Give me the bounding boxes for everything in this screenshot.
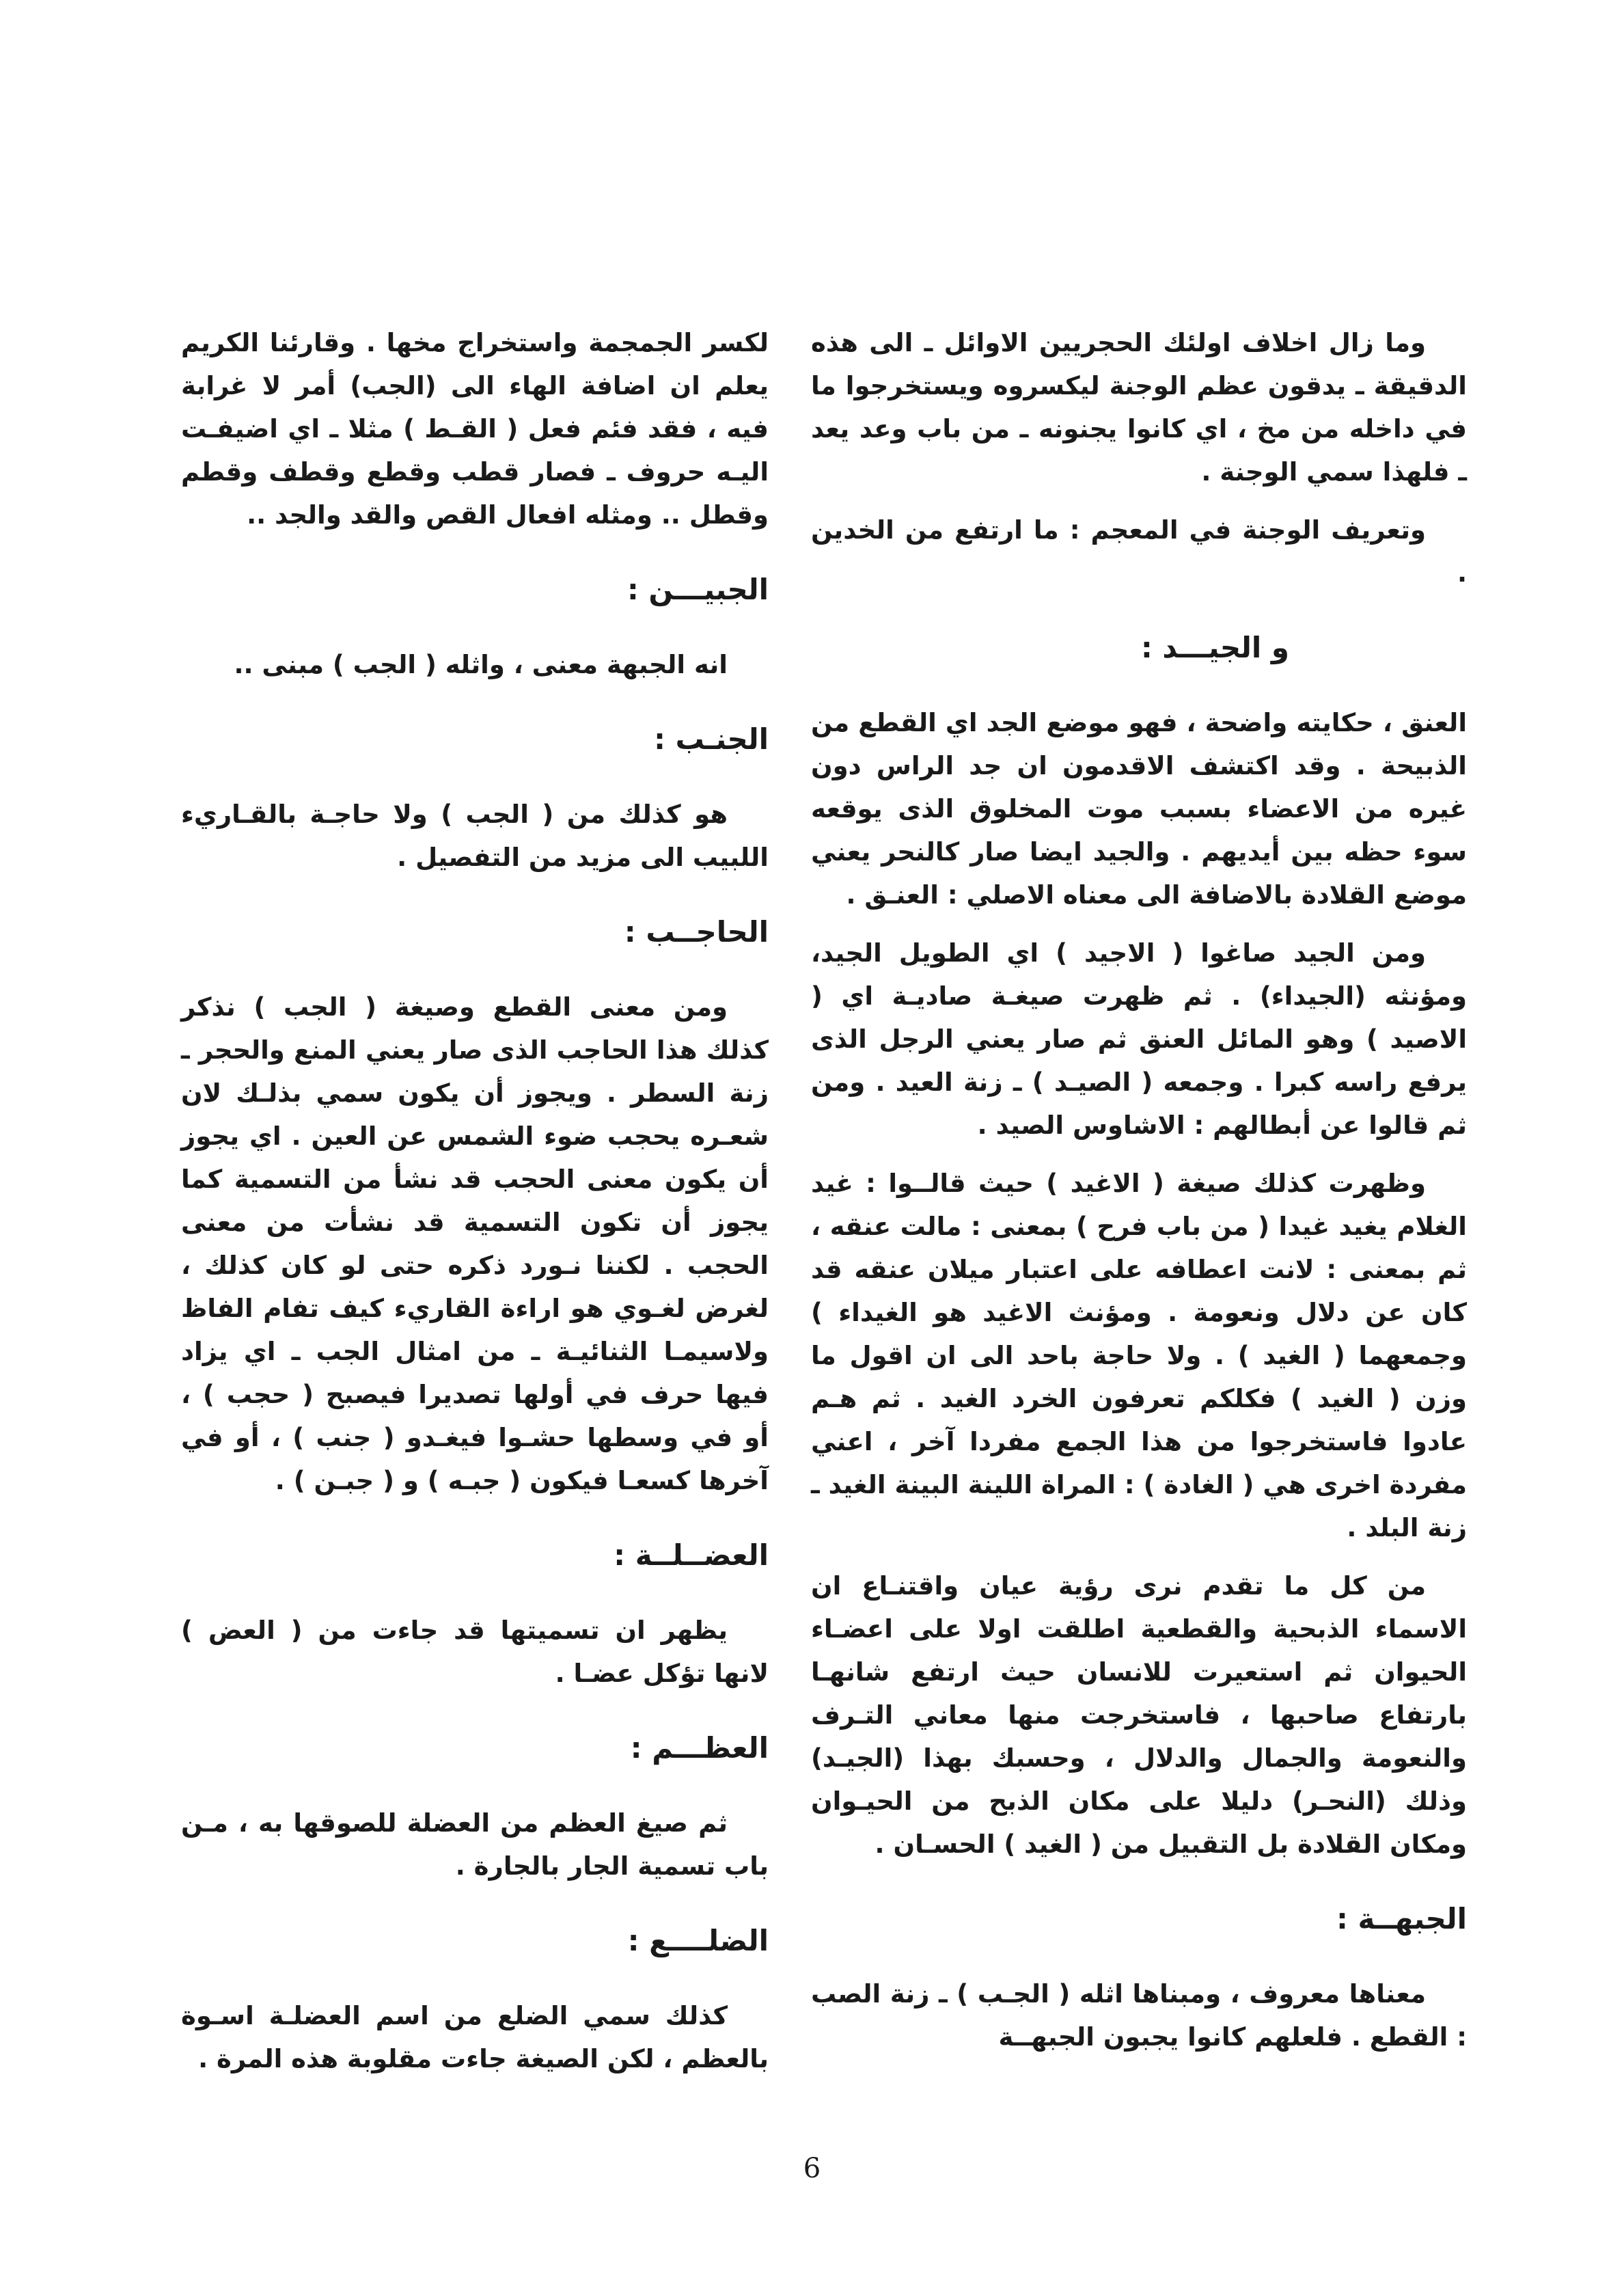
paragraph: العنق ، حكايته واضحة ، فهو موضع الجد اي القطع من الذبيحة . وقد اكتشف الاقدمون ان جد الراس دون غيره من الاعضاء بسبب موت المخلوق الذى يوقعه سوء حظه بين أيديهم . والجيد ايضا صار كالنحر يعني موضع القلادة بالاضافة الى معناه الاصلي : العنـق .	[811, 708, 1467, 910]
paragraph: معناها معروف ، ومبناها اثله ( الجـب ) ـ زنة الصب : القطع . فلعلهم كانوا يجبون الجبهــة	[811, 1979, 1467, 2052]
paragraph: وما زال اخلاف اولئك الحجريين الاوائل ـ الى هذه الدقيقة ـ يدقون عظم الوجنة ليكسروه ويستخرجوا ما في داخله من مخ ، اي كانوا يجنونه ـ من باب وعد يعد ـ فلهذا سمي الوجنة .	[811, 328, 1467, 487]
section-heading-jabha: الجبهــة :	[1336, 1902, 1467, 1935]
paragraph: هو كذلك من ( الجب ) ولا حاجـة بالقـاريء اللبيب الى مزيد من التفصيل .	[181, 800, 769, 872]
section-heading-janb: الجنـب :	[654, 722, 769, 756]
section-heading-azm: العظـــم :	[630, 1731, 769, 1765]
paragraph: ومن معنى القطع وصيغة ( الجب ) نذكر كذلك هذا الحاجب الذى صار يعني المنع والحجر ـ زنة السطر . ويجوز أن يكون سمي بذلـك لان شعـره يحجب ضوء الشمس عن العين . اي يجوز أن يكون معنى الحجب قد نشأ من التسمية كما يجوز أن تكون التسمية قد نشأت من معنى الحجب . لكننا نـورد ذكره حتى لو كان كذلك ، لغرض لغـوي هو اراءة القاريء كيف تفام الفاظ ولاسيمـا الثنائيـة ـ من امثال الجب ـ اي يزاد فيها حرف في أولها تصديرا فيصبح ( حجب ) ، أو في وسطها حشـوا فيغـدو ( جنب ) ، أو في آخرها كسعـا فيكون ( جبـه ) و ( جبـن ) .	[181, 992, 769, 1495]
paragraph: وظهرت كذلك صيغة ( الاغيد ) حيث قالــوا : غيد الغلام يغيد غيدا ( من باب فرح ) بمعنى : مالت عنقه ، ثم بمعنى : لانت اعطافه على اعتبار ميلان عنقه قد كان عن دلال ونعومة . ومؤنث الاغيد هو الغيداء ) وجمعهما ( الغيد ) . ولا حاجة باحد الى ان اقول ما وزن ( الغيد ) فكلكم تعرفون الخرد الغيد . ثم هـم عادوا فاستخرجوا من هذا الجمع مفردا آخر ، اعني مفردة اخرى هي ( الغادة ) : المراة اللينة البينة الغيد ـ زنة البلد .	[811, 1169, 1467, 1542]
left-column	[181, 321, 769, 2095]
paragraph: من كل ما تقدم نرى رؤية عيان واقتنـاع ان الاسماء الذبحية والقطعية اطلقت اولا على اعضـاء الحيوان ثم استعيرت للانسان حيث ارتفع شانهـا بارتفاع صاحبها ، فاستخرجت منها معاني التـرف والنعومة والجمال والدلال ، وحسبك بهذا (الجيـد) وذلك (النحـر) دليلا على مكان الذبح من الحيـوان ومكان القلادة بل التقبيل من ( الغيد ) الحسـان .	[811, 1571, 1467, 1859]
paragraph: لكسر الجمجمة واستخراج مخها . وقارئنا الكريم يعلم ان اضافة الهاء الى (الجب) أمر لا غرابة فيه ، فقد فئم فعل ( القـط ) مثلا ـ اي اضيفـت اليـه حروف ـ فصار قطب وقطع وقطف وقطم وقطل .. ومثله افعال القص والقد والجد ..	[181, 328, 769, 530]
section-heading-hajib: الحاجــب :	[624, 915, 769, 949]
paragraph: ومن الجيد صاغوا ( الاجيد ) اي الطويل الجيد، ومؤنثه (الجيداء) . ثم ظهرت صيغـة صاديـة اي ( الاصيد ) وهو المائل العنق ثم صار يعني الرجل الذى يرفع راسه كبرا . وجمعه ( الصيـد ) ـ زنة العيد . ومن ثم قالوا عن أبطالهم : الاشاوس الصيد .	[811, 938, 1467, 1140]
section-heading-jeed: و الجيـــد :	[1140, 631, 1289, 664]
paragraph: ثم صيغ العظم من العضلة للصوقها به ، مـن باب تسمية الجار بالجارة .	[181, 1808, 769, 1881]
paragraph: كذلك سمي الضلع من اسم العضلـة اسـوة بالعظم ، لكن الصيغة جاءت مقلوبة هذه المرة .	[181, 2001, 769, 2074]
page-number: 6	[803, 2153, 821, 2184]
paragraph: يظهر ان تسميتها قد جاءت من ( العض ) لانها تؤكل عضـا .	[181, 1616, 769, 1688]
section-heading-dila: الضلــــع :	[627, 1924, 769, 1957]
section-heading-adala: العضــلــة :	[614, 1538, 769, 1572]
right-column	[811, 321, 1467, 2074]
paragraph: انه الجبهة معنى ، واثله ( الجب ) مبنى ..	[234, 650, 728, 679]
paragraph: وتعريف الوجنة في المعجم : ما ارتفع من الخدين .	[811, 515, 1467, 588]
section-heading-jabeen: الجبيـــن :	[627, 573, 769, 606]
